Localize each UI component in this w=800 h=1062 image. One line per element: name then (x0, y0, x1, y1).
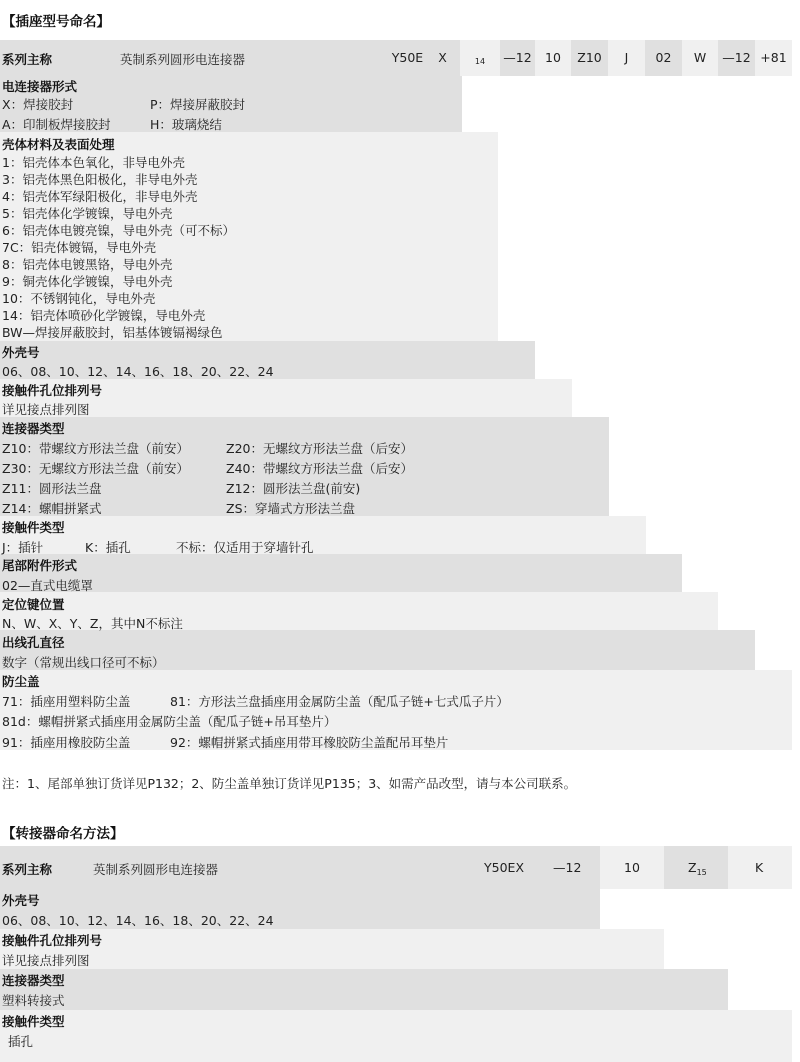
socket-code-contact: J (624, 50, 629, 65)
adapter-shell-size-value: 06、08、10、12、14、16、18、20、22、24 (2, 913, 274, 928)
adapter-code-contact: K (755, 860, 764, 875)
tail-form-title: 尾部附件形式 (2, 558, 78, 573)
socket-series-name: 英制系列圆形电连接器 (120, 52, 246, 67)
connector-type-item: ZS：穿墙式方形法兰盘 (226, 501, 355, 516)
shell-material-item: 6：铝壳体电镀亮镍，导电外壳（可不标） (2, 223, 235, 238)
connector-type-item: Z30：无螺纹方形法兰盘（前安） (2, 461, 189, 476)
socket-code-dust: +81 (760, 50, 787, 65)
adapter-code-type: $Z_{15}$ (688, 860, 707, 877)
adapter-code-type-subscript: 15 (696, 868, 707, 877)
shell-material-item: 5：铝壳体化学镀镍，导电外壳 (2, 206, 173, 221)
connector-form-item: P：焊接屏蔽胶封 (150, 97, 246, 112)
dust-cover-item: 81：方形法兰盘插座用金属防尘盖（配瓜子链+七式瓜子片） (170, 694, 509, 709)
order-note: 注：1、尾部单独订货详见P132；2、防尘盖单独订货详见P135；3、如需产品改型，请与本公司联系。 (2, 776, 577, 791)
contact-type-item: J：插针 (2, 540, 44, 555)
adapter-series-label: 系列主称 (2, 862, 53, 877)
socket-code-key: W (693, 50, 707, 65)
adapter-section-title: 【转接器命名方法】 (2, 826, 124, 842)
connector-type-title: 连接器类型 (2, 421, 65, 436)
contact-arrangement-title: 接触件孔位排列号 (2, 383, 103, 398)
shell-material-item: 3：铝壳体黑色阳极化，非导电外壳 (2, 172, 198, 187)
contact-arrangement-value: 详见接点排列图 (2, 402, 90, 417)
adapter-contact-arrangement-value: 详见接点排列图 (2, 953, 90, 968)
socket-code-material: 14 (474, 57, 486, 66)
dust-cover-item: 81d：螺帽拼紧式插座用金属防尘盖（配瓜子链+吊耳垫片） (2, 714, 337, 729)
socket-code-form: X (438, 50, 447, 65)
connector-form-item: X：焊接胶封 (2, 97, 74, 112)
adapter-block-contact-type (0, 1010, 792, 1062)
adapter-contact-type-title: 接触件类型 (2, 1014, 65, 1029)
adapter-series-name: 英制系列圆形电连接器 (93, 862, 219, 877)
shell-material-item: 10：不锈钢钝化，导电外壳 (2, 291, 156, 306)
key-position-value: N、W、X、Y、Z，其中N不标注 (2, 616, 183, 631)
shell-material-item: 8：铝壳体电镀黑铬，导电外壳 (2, 257, 173, 272)
outlet-diameter-value: 数字（常规出线口径可不标） (2, 655, 165, 670)
adapter-connector-type-title: 连接器类型 (2, 973, 65, 988)
connector-form-item: A：印制板焊接胶封 (2, 117, 111, 132)
connector-type-item: Z11：圆形法兰盘 (2, 481, 102, 496)
socket-code-arrangement: 10 (545, 50, 561, 65)
socket-code-series: Y50E (391, 50, 424, 65)
socket-section-title: 【插座型号命名】 (2, 14, 110, 30)
block-tail-form (0, 554, 682, 592)
dust-cover-item: 92：螺帽拼紧式插座用带耳橡胶防尘盖配吊耳垫片 (170, 735, 449, 750)
shell-material-item: 4：铝壳体军绿阳极化，非导电外壳 (2, 189, 198, 204)
key-position-title: 定位键位置 (2, 597, 65, 612)
contact-type-item: K：插孔 (85, 540, 131, 555)
shell-material-item: 14：铝壳体喷砂化学镀镍，导电外壳 (2, 308, 206, 323)
dust-cover-title: 防尘盖 (2, 674, 40, 689)
shell-material-item: 7C：铝壳体镀镉，导电外壳 (2, 240, 157, 255)
adapter-code-arrangement: 10 (624, 860, 640, 875)
socket-code-shell: —12 (503, 50, 532, 65)
socket-code-tail: 02 (655, 50, 672, 65)
adapter-block-connector-type (0, 969, 728, 1010)
tail-form-value: 02—直式电缆罩 (2, 578, 93, 593)
adapter-code-series: Y50EX (484, 860, 525, 875)
adapter-contact-arrangement-title: 接触件孔位排列号 (2, 933, 103, 948)
dust-cover-item: 71：插座用塑料防尘盖 (2, 694, 131, 709)
shell-material-item: 1：铝壳体本色氧化，非导电外壳 (2, 155, 185, 170)
socket-code-type: Z10 (577, 50, 602, 65)
connector-form-item: H：玻璃烧结 (150, 117, 222, 132)
contact-type-title: 接触件类型 (2, 520, 65, 535)
adapter-contact-type-value: 插孔 (8, 1034, 34, 1049)
shell-material-item: BW—焊接屏蔽胶封，铝基体镀镉褐绿色 (2, 325, 223, 340)
connector-type-item: Z14：螺帽拼紧式 (2, 501, 102, 516)
connector-type-item: Z40：带螺纹方形法兰盘（后安） (226, 461, 413, 476)
connector-form-title: 电连接器形式 (2, 79, 78, 94)
dust-cover-item: 91：插座用橡胶防尘盖 (2, 735, 131, 750)
adapter-code-shell: —12 (553, 860, 582, 875)
connector-type-item: Z20：无螺纹方形法兰盘（后安） (226, 441, 413, 456)
adapter-shell-size-title: 外壳号 (2, 893, 40, 908)
connector-type-item: Z10：带螺纹方形法兰盘（前安） (2, 441, 189, 456)
connector-type-item: Z12：圆形法兰盘(前安) (226, 481, 361, 496)
shell-size-value: 06、08、10、12、14、16、18、20、22、24 (2, 364, 274, 379)
socket-series-label: 系列主称 (2, 52, 53, 67)
contact-type-item: 不标：仅适用于穿墙针孔 (176, 540, 314, 555)
shell-size-title: 外壳号 (2, 345, 40, 360)
socket-code-outlet: —12 (722, 50, 751, 65)
shell-material-title: 壳体材料及表面处理 (2, 137, 115, 152)
outlet-diameter-title: 出线孔直径 (2, 635, 65, 650)
shell-material-item: 9：铜壳体化学镀镍，导电外壳 (2, 274, 173, 289)
adapter-connector-type-value: 塑料转接式 (2, 993, 65, 1008)
